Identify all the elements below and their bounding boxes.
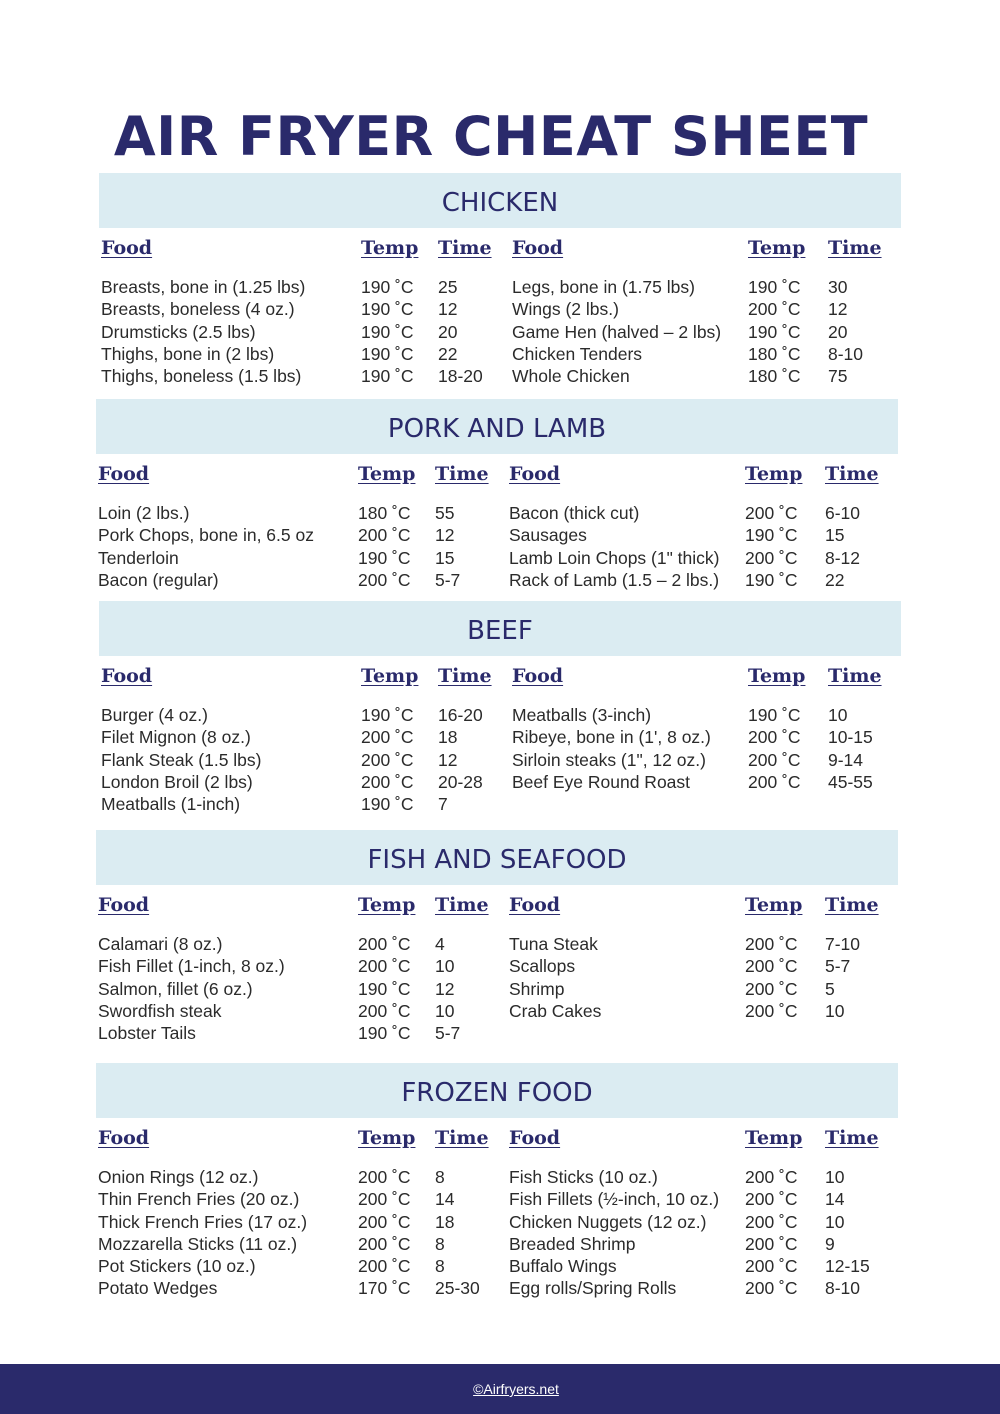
table-cell-food: Crab Cakes xyxy=(509,1000,602,1021)
table-cell-food: Swordfish steak xyxy=(98,1000,222,1021)
table-cell-food: Whole Chicken xyxy=(512,366,630,387)
table-cell-temp: 200 ˚C xyxy=(745,1278,798,1299)
table-cell-food: Fish Fillets (½-inch, 10 oz.) xyxy=(509,1189,720,1210)
column-header-time: Time xyxy=(435,463,489,485)
table-cell-temp: 200 ˚C xyxy=(745,503,798,523)
column-header-temp: Temp xyxy=(358,1127,416,1149)
section-title: FISH AND SEAFOOD xyxy=(367,844,627,875)
table-cell-temp: 200 ˚C xyxy=(745,934,798,954)
table-cell-food: Flank Steak (1.5 lbs) xyxy=(101,749,262,770)
table-cell-temp: 190 ˚C xyxy=(358,547,411,568)
table-cell-time: 22 xyxy=(825,569,845,590)
table-cell-time: 20 xyxy=(438,321,458,342)
table-cell-food: Bacon (regular) xyxy=(98,569,219,590)
column-left-food xyxy=(98,885,285,1044)
table-cell-time: 5 xyxy=(825,978,835,999)
column-header-temp: Temp xyxy=(358,894,416,916)
column-right-temp xyxy=(745,454,802,591)
table-cell-time: 25-30 xyxy=(435,1278,480,1299)
column-right-food xyxy=(509,454,719,591)
column-header-temp: Temp xyxy=(745,1127,803,1149)
table-cell-time: 10 xyxy=(828,705,848,725)
section-table xyxy=(99,228,901,418)
section-header-band xyxy=(96,399,898,454)
table-cell-food: Fish Fillet (1-inch, 8 oz.) xyxy=(98,956,285,977)
table-cell-food: Lamb Loin Chops (1" thick) xyxy=(509,547,720,568)
table-cell-temp: 200 ˚C xyxy=(358,1233,411,1254)
column-right-food xyxy=(512,228,721,387)
table-cell-time: 55 xyxy=(435,503,455,523)
table-cell-food: Sausages xyxy=(509,525,587,546)
column-header-food: Food xyxy=(98,463,150,485)
table-cell-time: 10 xyxy=(435,1000,455,1021)
table-cell-time: 20 xyxy=(828,321,848,342)
table-cell-temp: 200 ˚C xyxy=(358,934,411,954)
table-cell-temp: 180 ˚C xyxy=(358,503,411,523)
table-cell-temp: 190 ˚C xyxy=(745,569,798,590)
table-cell-food: Thighs, bone in (2 lbs) xyxy=(101,343,275,364)
column-right-temp xyxy=(745,885,802,1022)
table-cell-temp: 200 ˚C xyxy=(358,1211,411,1232)
table-cell-food: Thin French Fries (20 oz.) xyxy=(98,1189,300,1210)
table-cell-food: Onion Rings (12 oz.) xyxy=(98,1167,259,1187)
table-cell-time: 7-10 xyxy=(825,934,861,954)
table-cell-food: Legs, bone in (1.75 lbs) xyxy=(512,277,695,297)
page-title: AIR FRYER CHEAT SHEET xyxy=(113,105,869,168)
column-header-food: Food xyxy=(101,665,153,687)
table-cell-temp: 180 ˚C xyxy=(748,366,801,387)
table-cell-food: Chicken Tenders xyxy=(512,343,643,364)
section-frozen-food xyxy=(96,1063,898,1308)
column-header-temp: Temp xyxy=(361,665,419,687)
section-chicken xyxy=(99,173,901,418)
table-cell-temp: 190 ˚C xyxy=(361,343,414,364)
footer-link[interactable]: ©Airfryers.net xyxy=(473,1381,559,1397)
table-cell-temp: 190 ˚C xyxy=(748,277,801,297)
table-cell-food: Game Hen (halved – 2 lbs) xyxy=(512,321,722,342)
table-cell-time: 10 xyxy=(435,956,455,977)
table-cell-time: 30 xyxy=(828,277,848,297)
column-left-temp xyxy=(361,228,418,387)
column-header-time: Time xyxy=(438,237,492,259)
table-cell-temp: 190 ˚C xyxy=(361,321,414,342)
column-header-food: Food xyxy=(509,463,561,485)
column-header-temp: Temp xyxy=(358,463,416,485)
column-header-food: Food xyxy=(98,1127,150,1149)
column-header-food: Food xyxy=(509,1127,561,1149)
table-cell-temp: 200 ˚C xyxy=(745,956,798,977)
section-header-band xyxy=(96,1063,898,1118)
column-header-food: Food xyxy=(98,894,150,916)
column-header-time: Time xyxy=(828,665,882,687)
table-cell-time: 22 xyxy=(438,343,458,364)
table-cell-time: 75 xyxy=(828,366,848,387)
section-table xyxy=(96,885,898,1075)
table-cell-food: Filet Mignon (8 oz.) xyxy=(101,727,251,748)
column-header-temp: Temp xyxy=(748,665,806,687)
table-cell-time: 10-15 xyxy=(828,727,873,748)
table-cell-food: Drumsticks (2.5 lbs) xyxy=(101,321,256,342)
table-cell-temp: 190 ˚C xyxy=(358,978,411,999)
section-table xyxy=(96,1118,898,1308)
column-header-food: Food xyxy=(512,665,564,687)
column-left-time xyxy=(435,454,489,591)
column-left-food xyxy=(98,1118,307,1300)
table-cell-temp: 200 ˚C xyxy=(745,978,798,999)
column-header-time: Time xyxy=(828,237,882,259)
table-cell-time: 8 xyxy=(435,1167,445,1187)
table-cell-food: Breaded Shrimp xyxy=(509,1233,636,1254)
column-right-temp xyxy=(748,228,805,387)
table-cell-food: Chicken Nuggets (12 oz.) xyxy=(509,1211,707,1232)
column-header-time: Time xyxy=(438,665,492,687)
table-cell-temp: 200 ˚C xyxy=(748,771,801,792)
column-right-temp xyxy=(745,1118,802,1300)
table-cell-time: 15 xyxy=(825,525,845,546)
column-left-time xyxy=(435,885,489,1044)
table-cell-temp: 200 ˚C xyxy=(358,525,411,546)
table-cell-food: Breasts, bone in (1.25 lbs) xyxy=(101,277,306,297)
table-cell-food: London Broil (2 lbs) xyxy=(101,771,253,792)
column-right-food xyxy=(512,656,711,793)
table-cell-time: 8-10 xyxy=(828,343,864,364)
table-cell-time: 5-7 xyxy=(435,569,461,590)
table-cell-time: 12 xyxy=(828,299,848,320)
section-fish-and-seafood xyxy=(96,830,898,1075)
column-right-food xyxy=(509,885,601,1022)
table-cell-time: 18 xyxy=(438,727,458,748)
table-cell-food: Breasts, boneless (4 oz.) xyxy=(101,299,295,320)
column-left-time xyxy=(438,228,492,387)
column-right-time xyxy=(825,454,879,591)
table-cell-temp: 200 ˚C xyxy=(748,299,801,320)
table-cell-time: 6-10 xyxy=(825,503,861,523)
column-right-time xyxy=(828,228,882,387)
table-cell-temp: 190 ˚C xyxy=(748,321,801,342)
section-title: FROZEN FOOD xyxy=(401,1077,593,1108)
column-left-time xyxy=(438,656,492,815)
column-header-time: Time xyxy=(825,463,879,485)
table-cell-temp: 200 ˚C xyxy=(358,1000,411,1021)
column-right-time xyxy=(825,1118,879,1300)
table-cell-time: 25 xyxy=(438,277,458,297)
table-cell-time: 15 xyxy=(435,547,455,568)
table-cell-time: 18-20 xyxy=(438,366,483,387)
table-cell-food: Beef Eye Round Roast xyxy=(512,771,691,792)
table-cell-food: Meatballs (1-inch) xyxy=(101,794,241,815)
table-cell-time: 9 xyxy=(825,1233,835,1254)
table-cell-time: 14 xyxy=(825,1189,845,1210)
table-cell-food: Burger (4 oz.) xyxy=(101,705,208,725)
column-left-time xyxy=(435,1118,489,1300)
column-header-temp: Temp xyxy=(748,237,806,259)
table-cell-time: 9-14 xyxy=(828,749,864,770)
table-cell-food: Pork Chops, bone in, 6.5 oz xyxy=(98,525,314,546)
section-title: CHICKEN xyxy=(441,187,559,218)
column-header-food: Food xyxy=(101,237,153,259)
table-cell-temp: 200 ˚C xyxy=(745,1189,798,1210)
table-cell-time: 12-15 xyxy=(825,1256,870,1277)
table-cell-temp: 190 ˚C xyxy=(748,705,801,725)
table-cell-temp: 190 ˚C xyxy=(361,366,414,387)
column-left-food xyxy=(101,228,305,387)
table-cell-time: 5-7 xyxy=(825,956,851,977)
table-cell-time: 20-28 xyxy=(438,771,483,792)
column-right-food xyxy=(509,1118,719,1300)
table-cell-food: Lobster Tails xyxy=(98,1023,196,1044)
section-title: PORK AND LAMB xyxy=(387,413,607,444)
column-header-time: Time xyxy=(825,1127,879,1149)
table-cell-time: 7 xyxy=(438,794,448,815)
section-table xyxy=(99,656,901,846)
table-cell-temp: 200 ˚C xyxy=(748,727,801,748)
table-cell-time: 10 xyxy=(825,1000,845,1021)
table-cell-food: Fish Sticks (10 oz.) xyxy=(509,1167,658,1187)
table-cell-temp: 190 ˚C xyxy=(745,525,798,546)
column-header-time: Time xyxy=(435,1127,489,1149)
table-cell-food: Tuna Steak xyxy=(509,934,598,954)
column-right-temp xyxy=(748,656,805,793)
column-right-time xyxy=(825,885,879,1022)
section-header-band xyxy=(99,601,901,656)
table-cell-temp: 200 ˚C xyxy=(358,1256,411,1277)
column-left-temp xyxy=(358,454,415,591)
table-cell-food: Shrimp xyxy=(509,978,565,999)
table-cell-time: 45-55 xyxy=(828,771,873,792)
table-cell-time: 10 xyxy=(825,1167,845,1187)
table-cell-temp: 180 ˚C xyxy=(748,343,801,364)
table-cell-temp: 200 ˚C xyxy=(745,547,798,568)
table-cell-time: 8-12 xyxy=(825,547,861,568)
table-cell-food: Buffalo Wings xyxy=(509,1256,617,1277)
table-cell-temp: 190 ˚C xyxy=(361,299,414,320)
table-cell-food: Tenderloin xyxy=(98,547,179,568)
table-cell-time: 12 xyxy=(435,525,455,546)
table-cell-time: 5-7 xyxy=(435,1023,461,1044)
table-cell-temp: 200 ˚C xyxy=(745,1000,798,1021)
section-header-band xyxy=(99,173,901,228)
table-cell-temp: 200 ˚C xyxy=(361,771,414,792)
column-left-temp xyxy=(358,885,415,1044)
table-cell-food: Scallops xyxy=(509,956,576,977)
table-cell-temp: 200 ˚C xyxy=(358,569,411,590)
column-header-temp: Temp xyxy=(745,463,803,485)
column-left-temp xyxy=(358,1118,415,1300)
table-cell-food: Egg rolls/Spring Rolls xyxy=(509,1278,677,1299)
table-cell-food: Pot Stickers (10 oz.) xyxy=(98,1256,256,1277)
column-right-time xyxy=(828,656,882,793)
section-header-band xyxy=(96,830,898,885)
table-cell-food: Thighs, boneless (1.5 lbs) xyxy=(101,366,302,387)
table-cell-time: 12 xyxy=(438,299,458,320)
table-cell-food: Loin (2 lbs.) xyxy=(98,503,190,523)
column-left-temp xyxy=(361,656,418,815)
section-title: BEEF xyxy=(467,615,533,646)
table-cell-temp: 200 ˚C xyxy=(358,956,411,977)
table-cell-time: 14 xyxy=(435,1189,455,1210)
table-cell-food: Wings (2 lbs.) xyxy=(512,299,619,320)
table-cell-food: Rack of Lamb (1.5 – 2 lbs.) xyxy=(509,569,720,590)
table-cell-time: 12 xyxy=(438,749,458,770)
table-cell-food: Ribeye, bone in (1', 8 oz.) xyxy=(512,727,711,748)
table-cell-temp: 200 ˚C xyxy=(745,1167,798,1187)
table-cell-food: Mozzarella Sticks (11 oz.) xyxy=(98,1233,298,1254)
table-cell-time: 16-20 xyxy=(438,705,483,725)
table-cell-temp: 200 ˚C xyxy=(745,1211,798,1232)
table-cell-temp: 200 ˚C xyxy=(361,749,414,770)
table-cell-food: Potato Wedges xyxy=(98,1278,218,1299)
table-cell-temp: 200 ˚C xyxy=(358,1167,411,1187)
table-cell-temp: 190 ˚C xyxy=(361,277,414,297)
table-cell-temp: 170 ˚C xyxy=(358,1278,411,1299)
table-cell-food: Meatballs (3-inch) xyxy=(512,705,652,725)
column-header-time: Time xyxy=(435,894,489,916)
table-cell-time: 8-10 xyxy=(825,1278,861,1299)
table-cell-time: 8 xyxy=(435,1256,445,1277)
table-cell-food: Sirloin steaks (1", 12 oz.) xyxy=(512,749,706,770)
table-cell-food: Calamari (8 oz.) xyxy=(98,934,223,954)
column-header-temp: Temp xyxy=(361,237,419,259)
footer-bar xyxy=(0,1364,1000,1414)
table-cell-temp: 190 ˚C xyxy=(358,1023,411,1044)
table-cell-temp: 190 ˚C xyxy=(361,794,414,815)
table-cell-temp: 190 ˚C xyxy=(361,705,414,725)
column-header-temp: Temp xyxy=(745,894,803,916)
table-cell-food: Bacon (thick cut) xyxy=(509,503,640,523)
table-cell-food: Salmon, fillet (6 oz.) xyxy=(98,978,253,999)
column-header-food: Food xyxy=(509,894,561,916)
table-cell-time: 10 xyxy=(825,1211,845,1232)
column-left-food xyxy=(101,656,261,815)
table-cell-temp: 200 ˚C xyxy=(361,727,414,748)
column-left-food xyxy=(98,454,314,591)
table-cell-temp: 200 ˚C xyxy=(745,1233,798,1254)
table-cell-temp: 200 ˚C xyxy=(358,1189,411,1210)
table-cell-time: 12 xyxy=(435,978,455,999)
column-header-food: Food xyxy=(512,237,564,259)
table-cell-time: 4 xyxy=(435,934,445,954)
column-header-time: Time xyxy=(825,894,879,916)
section-beef xyxy=(99,601,901,846)
table-cell-temp: 200 ˚C xyxy=(745,1256,798,1277)
table-cell-food: Thick French Fries (17 oz.) xyxy=(98,1211,308,1232)
table-cell-temp: 200 ˚C xyxy=(748,749,801,770)
table-cell-time: 18 xyxy=(435,1211,455,1232)
table-cell-time: 8 xyxy=(435,1233,445,1254)
